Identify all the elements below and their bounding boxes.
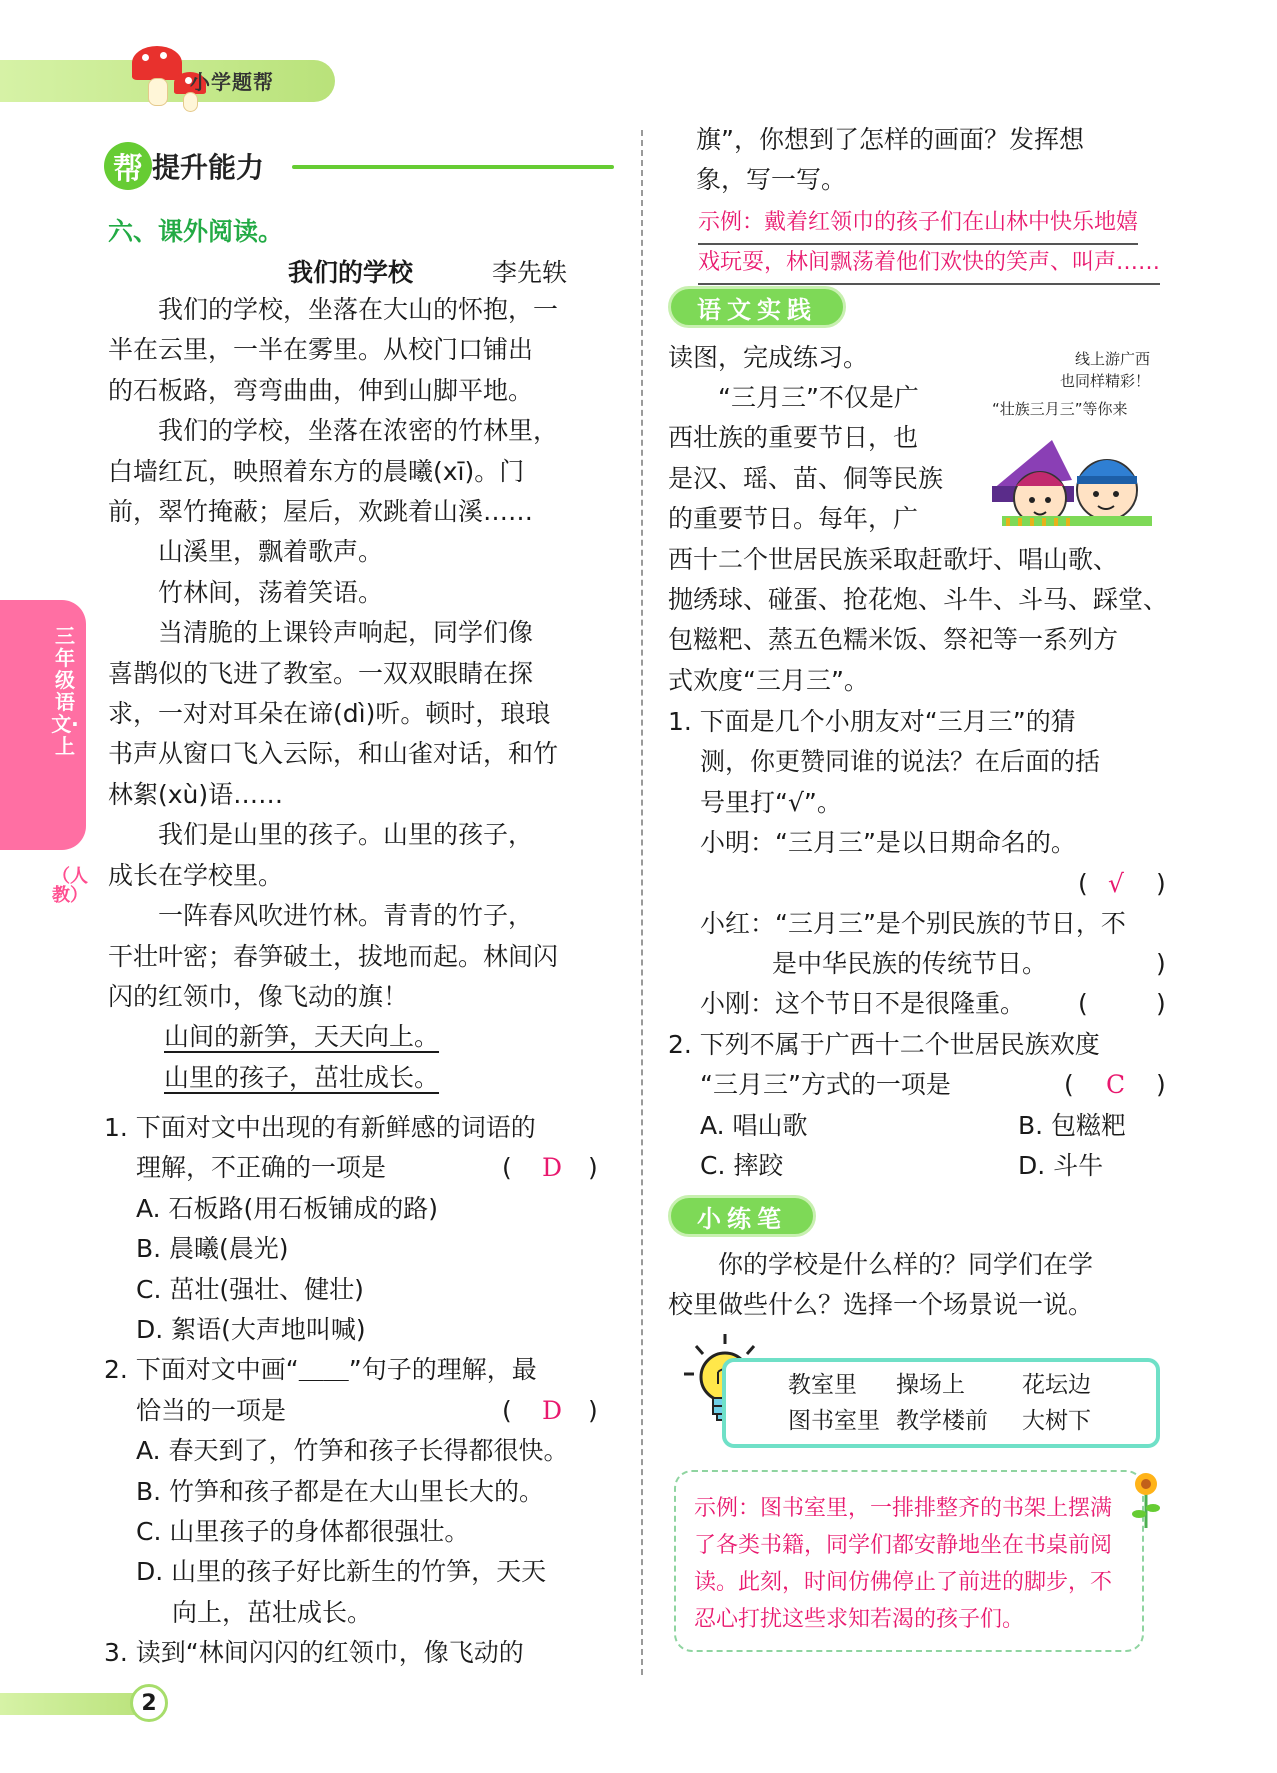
option: A. 唱山歌 [700,1110,808,1140]
practice-passage: “三月三”不仅是广 西壮族的重要节日，也 是汉、瑶、苗、侗等民族 的重要节日。每年，广 西十二个世居民族采取赶歌圩、唱山歌、 抛绣球、碰蛋、抢花炮、斗牛、斗马、踩堂、 包糍粑、蒸五色糯米饭、祭祀等一系列方 式欢度“三月三”。 [668,383,1169,695]
story-line: 干壮叶密；春笋破土，拔地而起。林间闪 [108,941,559,971]
option: B. 晨曦(晨光) [136,1234,289,1264]
story-line: 的石板路，弯弯曲曲，伸到山脚平地。 [108,375,534,405]
story-line: 林絮(xù)语…… [108,779,284,809]
writing-prompt: 你的学校是什么样的？同学们在学 校里做些什么？选择一个场景说一说。 [668,1250,1094,1320]
q1-stem: 理解，不正确的一项是 [136,1153,387,1183]
illustration-caption: “壮族三月三”等你来 [992,400,1128,418]
scene-option: 图书室里 [788,1408,880,1434]
q1-stem: 1. 下面对文中出现的有新鲜感的词语的 [104,1113,536,1142]
underlined-sentence: 山间的新笋，天天向上。 [164,1022,440,1052]
story-line: 前，翠竹掩蔽；屋后，欢跳着山溪…… [108,497,534,527]
story-line: 我们的学校，坐落在大山的怀抱，一 [108,295,559,324]
option: C. 茁壮(强壮、健壮) [136,1274,364,1304]
illustration-caption: 线上游广西 也同样精彩！ [1060,350,1151,390]
side-tab-edition: （人教） [52,866,88,906]
story-line: 一阵春风吹进竹林。青青的竹子， [108,901,534,931]
option: D. 絮语(大声地叫喊) [136,1315,366,1345]
scene-option: 大树下 [1022,1408,1091,1434]
option: A. 石板路(用石板铺成的路) [136,1193,439,1223]
practice-question-1: 1. 下面是几个小朋友对“三月三”的猜 测，你更赞同谁的说法？在后面的括 号里打“√”。 小明：“三月三”是以日期命名的。 ( √ ) 小红：“三月三”是个别民族的节日，不 是中华民族的传统节日。 ) 小刚：这个节日不是很隆重。 ( ) 2. 下列不属于广西十二个世居民族欢度 “三月三”方式的一项是 ( C ) A. 唱山歌 B. 包糍粑 C. 摔跤 D. 斗牛 [668,702,1168,1186]
q2-answer: D [542,1395,563,1425]
xiaogang-statement: 小刚：这个节日不是很隆重。 [700,989,1026,1019]
story-line: 我们的学校，坐落在浓密的竹林里， [108,416,559,446]
option: C. 山里孩子的身体都很强壮。 [136,1517,470,1547]
xiaohong-statement: 小红：“三月三”是个别民族的节日，不 [700,908,1126,938]
option: C. 摔跤 [700,1151,784,1181]
scene-option: 教学楼前 [896,1408,988,1434]
story-line: 白墙红瓦，映照着东方的晨曦(xī)。门 [108,456,525,486]
option: D. 斗牛 [1018,1151,1104,1181]
scene-options [788,1367,1158,1439]
option: B. 竹笋和孩子都是在大山里长大的。 [136,1476,545,1506]
section-badge: 帮 [104,142,152,190]
section-underline [292,165,614,169]
story-title: 我们的学校 [288,258,414,287]
footer-bar [0,1693,150,1715]
q1-answer: D [542,1153,563,1183]
underlined-sentence: 山里的孩子，茁壮成长。 [164,1062,440,1092]
option: 向上，茁壮成长。 [172,1597,373,1627]
story-line: 我们是山里的孩子。山里的孩子， [108,820,534,850]
xiaoming-statement: 小明：“三月三”是以日期命名的。 [700,828,1076,858]
section-title: 提升能力 [152,151,265,184]
option: A. 春天到了，竹笋和孩子长得都很快。 [136,1436,569,1466]
story-line: 闪的红领巾，像飞动的旗！ [108,981,409,1011]
q3-answer: 示例：戴着红领巾的孩子们在山林中快乐地嬉 戏玩耍，林间飘荡着他们欢快的笑声、叫声…… [698,205,1160,285]
story-line: 当清脆的上课铃声响起，同学们像 [108,618,534,648]
p2-stem: “三月三”方式的一项是 [700,1070,951,1100]
story-line: 半在云里，一半在雾里。从校门口铺出 [108,335,534,365]
story-author: 李先轶 [492,258,568,287]
brand-label: 小学题帮 [190,70,274,94]
scene-option: 教室里 [788,1372,857,1398]
q3-stem: 3. 读到“林间闪闪的红领巾，像飞动的 [104,1638,524,1668]
xiaoming-answer: √ [1108,868,1124,898]
story-body [108,290,558,1098]
q2-stem: 2. 下面对文中画“＿＿”句子的理解，最 [104,1355,537,1385]
side-tab-subject: 三年级语文·上 [51,624,79,758]
writing-tag: 小练笔 [668,1195,816,1237]
reading-heading: 六、课外阅读。 [108,217,284,246]
story-line: 喜鹊似的飞进了教室。一双双眼睛在探 [108,658,534,688]
scene-option: 花坛边 [1022,1372,1091,1398]
story-line: 成长在学校里。 [108,860,284,890]
page-number: 2 [130,1684,168,1722]
practice-tag: 语文实践 [668,286,846,328]
option: D. 山里的孩子好比新生的竹笋，天天 [136,1557,547,1587]
story-line: 书声从窗口飞入云际，和山雀对话，和竹 [108,739,559,769]
story-line: 竹林间，荡着笑语。 [108,577,384,607]
q3-continued: 旗”，你想到了怎样的画面？发挥想 象，写一写。 [696,125,1084,195]
p2-stem: 2. 下列不属于广西十二个世居民族欢度 [668,1029,1100,1059]
story-line: 求，一对对耳朵在谛(dì)听。顿时，琅琅 [108,699,551,729]
example-text: 示例：图书室里，一排排整齐的书架上摆满了各类书籍，同学们都安静地坐在书桌前阅读。此刻，时间仿佛停止了前进的脚步，不忍心打扰这些求知若渴的孩子们。 [694,1496,1113,1632]
p2-answer: C [1106,1070,1126,1100]
story-line: 山溪里，飘着歌声。 [108,537,384,567]
column-divider [641,130,643,1675]
option: B. 包糍粑 [1018,1110,1127,1140]
practice-intro: 读图，完成练习。 [668,343,869,372]
q2-stem: 恰当的一项是 [136,1395,287,1425]
question-1: 1. 下面对文中出现的有新鲜感的词语的 理解，不正确的一项是 ( D ) A. 石板路(用石板铺成的路) B. 晨曦(晨光) C. 茁壮(强壮、健壮) D. 絮语(大声地叫喊) 2. 下面对文中画“＿＿”句子的理解，最 恰当的一项是 ( D ) A. 春天到了，竹笋和孩子长得都很快。 B. 竹笋和孩子都是在大山里长大的。 C. 山里孩子的身体都很强壮。 D. 山里的孩子好比新生的竹笋，天天 向上，茁壮成长。 3. 读到“林间闪闪的红领巾，像飞动的 [104,1108,609,1674]
scene-option: 操场上 [896,1372,965,1398]
flower-icon [1126,1470,1166,1530]
